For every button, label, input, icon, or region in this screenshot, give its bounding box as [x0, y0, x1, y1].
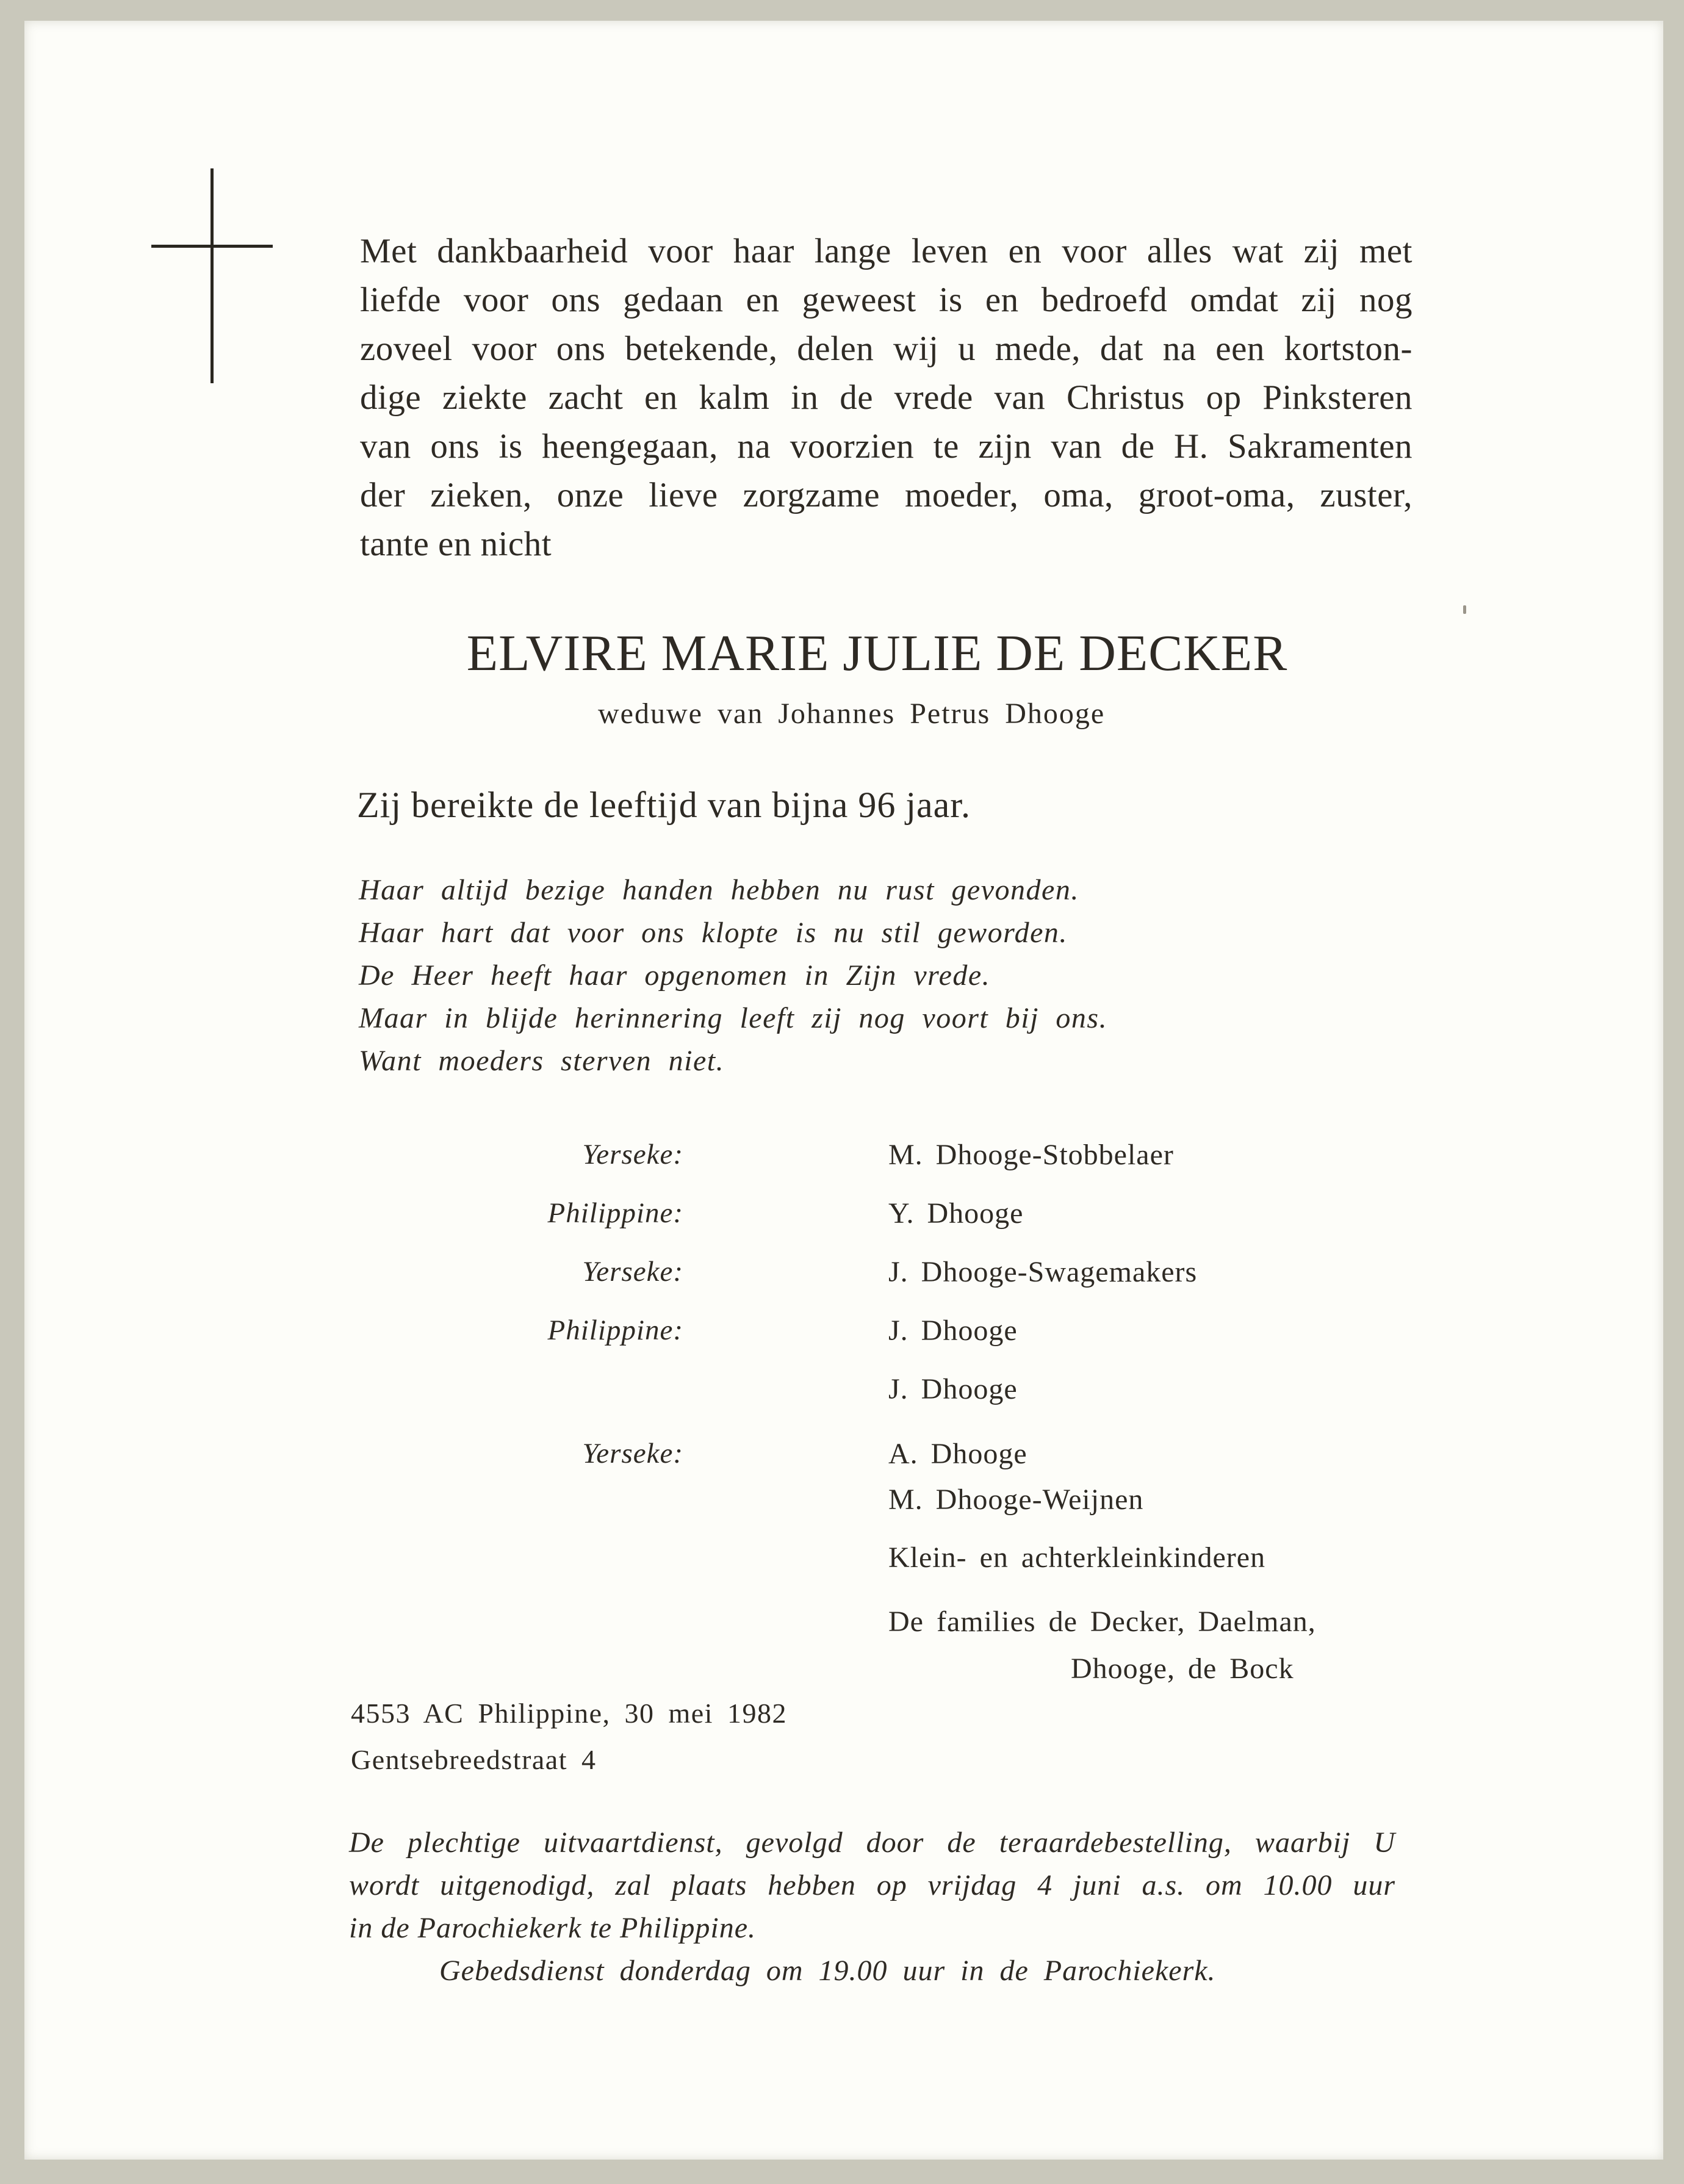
- family-row: [582, 1138, 1434, 1182]
- family-row: [582, 1255, 1434, 1299]
- family-person: De families de Decker, Daelman,: [888, 1606, 1316, 1638]
- cross-icon: [210, 168, 214, 383]
- family-person: J. Dhooge: [888, 1373, 1018, 1405]
- family-person: Dhooge, de Bock: [1071, 1652, 1294, 1685]
- announcement-line: van ons is heengegaan, na voorzien te zijn van de H. Sakramenten: [360, 427, 1412, 466]
- family-row: [582, 1437, 1434, 1481]
- address-line: Gentsebreedstraat 4: [351, 1744, 597, 1775]
- family-place: Yerseke:: [582, 1139, 683, 1170]
- cross-icon-bar: [151, 245, 273, 248]
- poem-line: Want moeders sterven niet.: [359, 1045, 725, 1077]
- family-row: [641, 1483, 1434, 1527]
- paper-speck: [1463, 605, 1466, 614]
- family-row: [641, 1372, 1434, 1416]
- announcement-line: zoveel voor ons betekende, delen wij u mede, dat na een kortston-: [360, 330, 1412, 368]
- family-person: J. Dhooge-Swagemakers: [888, 1256, 1198, 1288]
- family-place: Yerseke:: [582, 1438, 683, 1469]
- announcement-line: dige ziekte zacht en kalm in de vrede van Christus op Pinksteren: [360, 378, 1412, 417]
- funeral-notice: [349, 1822, 1395, 1992]
- poem: [359, 869, 1107, 1083]
- family-person: A. Dhooge: [888, 1438, 1027, 1470]
- family-row: [641, 1541, 1434, 1585]
- poem-line: De Heer heeft haar opgenomen in Zijn vrede.: [359, 959, 991, 992]
- poem-line: Haar hart dat voor ons klopte is nu stil geworden.: [359, 917, 1068, 949]
- funeral-line: wordt uitgenodigd, zal plaats hebben op vrijdag 4 juni a.s. om 10.00 uur: [349, 1869, 1395, 1901]
- family-address: [351, 1690, 787, 1783]
- family-row: [641, 1605, 1434, 1649]
- family-row: [641, 1652, 1434, 1696]
- announcement-line: Met dankbaarheid voor haar lange leven en voor alles wat zij met: [360, 232, 1412, 270]
- family-place: Philippine:: [547, 1197, 683, 1229]
- family-place: Yerseke:: [582, 1256, 683, 1288]
- age-statement: Zij bereikte de leeftijd van bijna 96 jaar.: [357, 785, 971, 825]
- announcement-line: liefde voor ons gedaan en geweest is en bedroefd omdat zij nog: [360, 281, 1412, 319]
- family-person: J. Dhooge: [888, 1314, 1018, 1347]
- prayer-service-line: Gebedsdienst donderdag om 19.00 uur in de Parochiekerk.: [439, 1955, 1216, 1987]
- poem-line: Haar altijd bezige handen hebben nu rust gevonden.: [359, 874, 1079, 906]
- family-row: [547, 1197, 1434, 1241]
- funeral-line: De plechtige uitvaartdienst, gevolgd door de teraardebestelling, waarbij U: [349, 1826, 1395, 1859]
- family-person: M. Dhooge-Weijnen: [888, 1483, 1144, 1516]
- address-line: 4553 AC Philippine, 30 mei 1982: [351, 1698, 787, 1729]
- family-person: Klein- en achterkleinkinderen: [888, 1541, 1266, 1574]
- deceased-relation: weduwe van Johannes Petrus Dhooge: [598, 697, 1106, 730]
- announcement-line: tante en nicht: [360, 525, 552, 563]
- funeral-line: in de Parochiekerk te Philippine.: [349, 1912, 757, 1944]
- family-row: [547, 1314, 1434, 1358]
- family-person: M. Dhooge-Stobbelaer: [888, 1139, 1174, 1171]
- family-place: Philippine:: [547, 1314, 683, 1346]
- deceased-name: ELVIRE MARIE JULIE DE DECKER: [466, 625, 1288, 682]
- family-person: Y. Dhooge: [888, 1197, 1024, 1230]
- announcement-text: [360, 227, 1412, 569]
- announcement-line: der zieken, onze lieve zorgzame moeder, oma, groot-oma, zuster,: [360, 476, 1412, 514]
- poem-line: Maar in blijde herinnering leeft zij nog voort bij ons.: [359, 1002, 1108, 1034]
